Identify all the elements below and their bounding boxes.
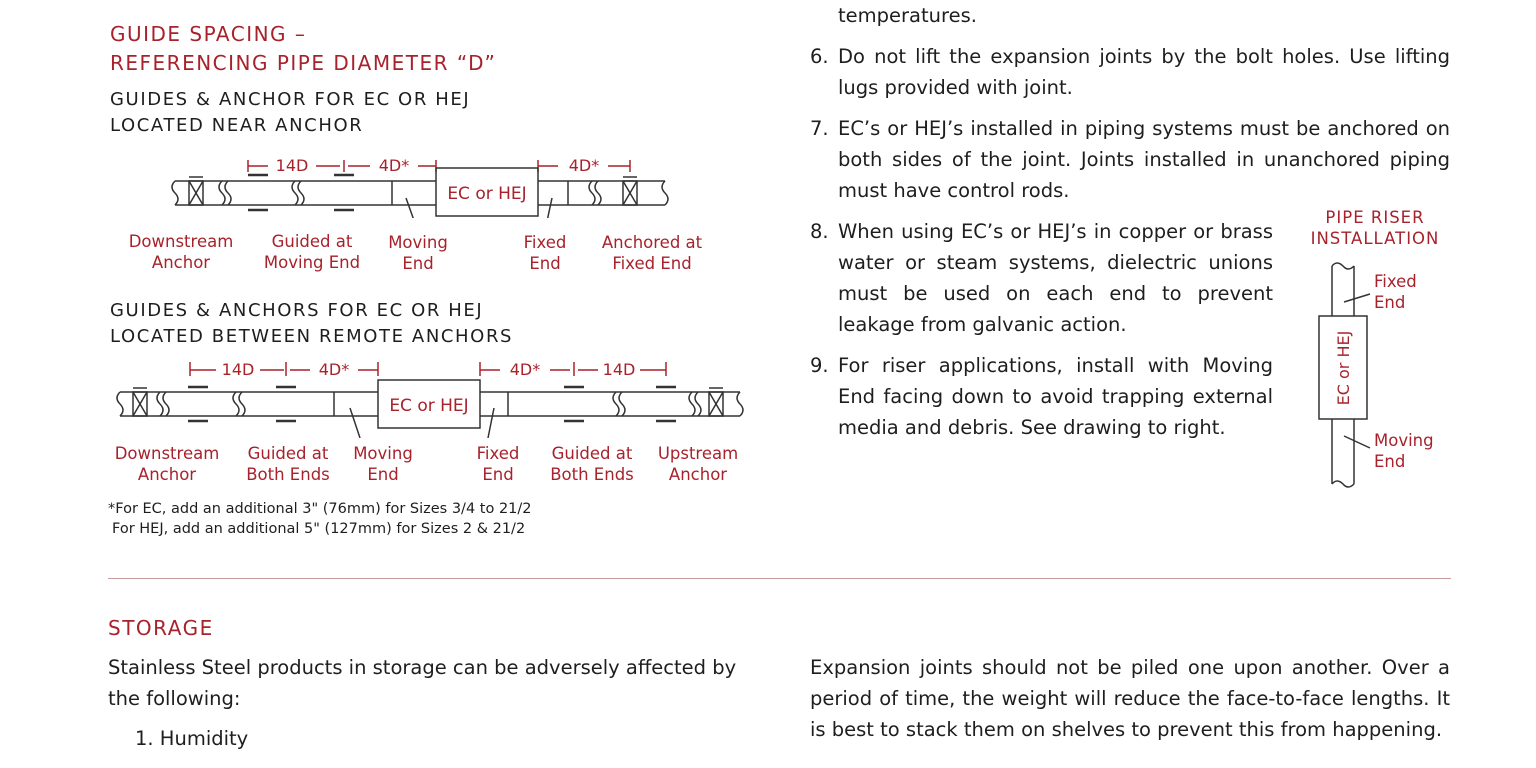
fig1-label-anchored-fixed-end: Anchored at Fixed End xyxy=(601,233,703,273)
fig1-label-fixed-end: Fixed End xyxy=(523,233,567,273)
fig2-dim-4d-left: 4D* xyxy=(318,360,350,379)
fig1-label-downstream-anchor: Downstream Anchor xyxy=(128,232,234,272)
instruction-item-9: 9. For riser applications, install with Moving End facing down to avoid trapping external media and debris. See drawing to right. xyxy=(810,354,1273,439)
instruction-item-8: 8. When using EC’s or HEJ’s in copper or brass water or steam systems, dielectric unions must be used on each end to prevent leakage from galvanic action. xyxy=(810,220,1273,336)
fig2-pipe-diagram xyxy=(108,358,748,438)
fig2-dim-14d-right: 14D xyxy=(602,360,636,379)
fig1-pipe-diagram xyxy=(160,148,680,218)
fig2-label-moving-end: Moving End xyxy=(353,444,413,484)
fig2-dim-4d-right: 4D* xyxy=(509,360,541,379)
riser-label-moving-end: Moving End xyxy=(1374,431,1434,471)
fig2-label-guided-both-ends-right: Guided at Both Ends xyxy=(550,444,634,484)
fig1-dim-4d-left: 4D* xyxy=(378,156,410,175)
fig2-dim-14d-left: 14D xyxy=(221,360,255,379)
storage-list-item-1: 1. Humidity xyxy=(135,727,249,750)
riser-joint-label: EC or HEJ xyxy=(1334,330,1353,406)
fig1-label-guided-moving-end: Guided at Moving End xyxy=(263,232,361,272)
item5-tail: temperatures. xyxy=(838,4,977,27)
fig2-label-upstream-anchor: Upstream Anchor xyxy=(657,444,739,484)
fig1-title: GUIDES & ANCHOR FOR EC OR HEJ LOCATED NEAR ANCHOR xyxy=(110,89,471,136)
riser-label-fixed-end: Fixed End xyxy=(1374,272,1417,312)
riser-title: PIPE RISER INSTALLATION xyxy=(1310,208,1440,248)
fig1-dim-4d-right: 4D* xyxy=(568,156,600,175)
fig2-title: GUIDES & ANCHORS FOR EC OR HEJ LOCATED BETWEEN REMOTE ANCHORS xyxy=(110,300,514,347)
riser-diagram xyxy=(1312,258,1372,493)
fig2-label-fixed-end: Fixed End xyxy=(476,444,520,484)
fig1-label-moving-end: Moving End xyxy=(388,233,448,273)
guide-spacing-heading: GUIDE SPACING – REFERENCING PIPE DIAMETER “D” xyxy=(110,22,497,75)
storage-heading: STORAGE xyxy=(108,616,214,640)
instruction-item-7: 7. EC’s or HEJ’s installed in piping systems must be anchored on both sides of the joint. Joints installed in unanchored piping must have control rods. xyxy=(810,117,1450,202)
footnote: *For EC, add an additional 3" (76mm) for Sizes 3/4 to 21/2 For HEJ, add an additional 5" (127mm) for Sizes 2 & 21/2 xyxy=(108,501,532,537)
storage-right-paragraph: Expansion joints should not be piled one upon another. Over a period of time, the weight will reduce the face-to-face lengths. It is best to stack them on shelves to prevent this from happening. xyxy=(810,656,1450,741)
storage-intro: Stainless Steel products in storage can be adversely affected by the following: xyxy=(108,656,737,710)
fig1-joint-label: EC or HEJ xyxy=(447,184,527,204)
fig2-joint-label: EC or HEJ xyxy=(389,396,469,416)
instruction-item-6: 6. Do not lift the expansion joints by the bolt holes. Use lifting lugs provided with joint. xyxy=(810,45,1450,99)
fig1-dim-14d: 14D xyxy=(275,156,309,175)
fig2-label-downstream-anchor: Downstream Anchor xyxy=(114,444,220,484)
fig2-label-guided-both-ends-left: Guided at Both Ends xyxy=(246,444,330,484)
section-divider xyxy=(108,578,1451,579)
